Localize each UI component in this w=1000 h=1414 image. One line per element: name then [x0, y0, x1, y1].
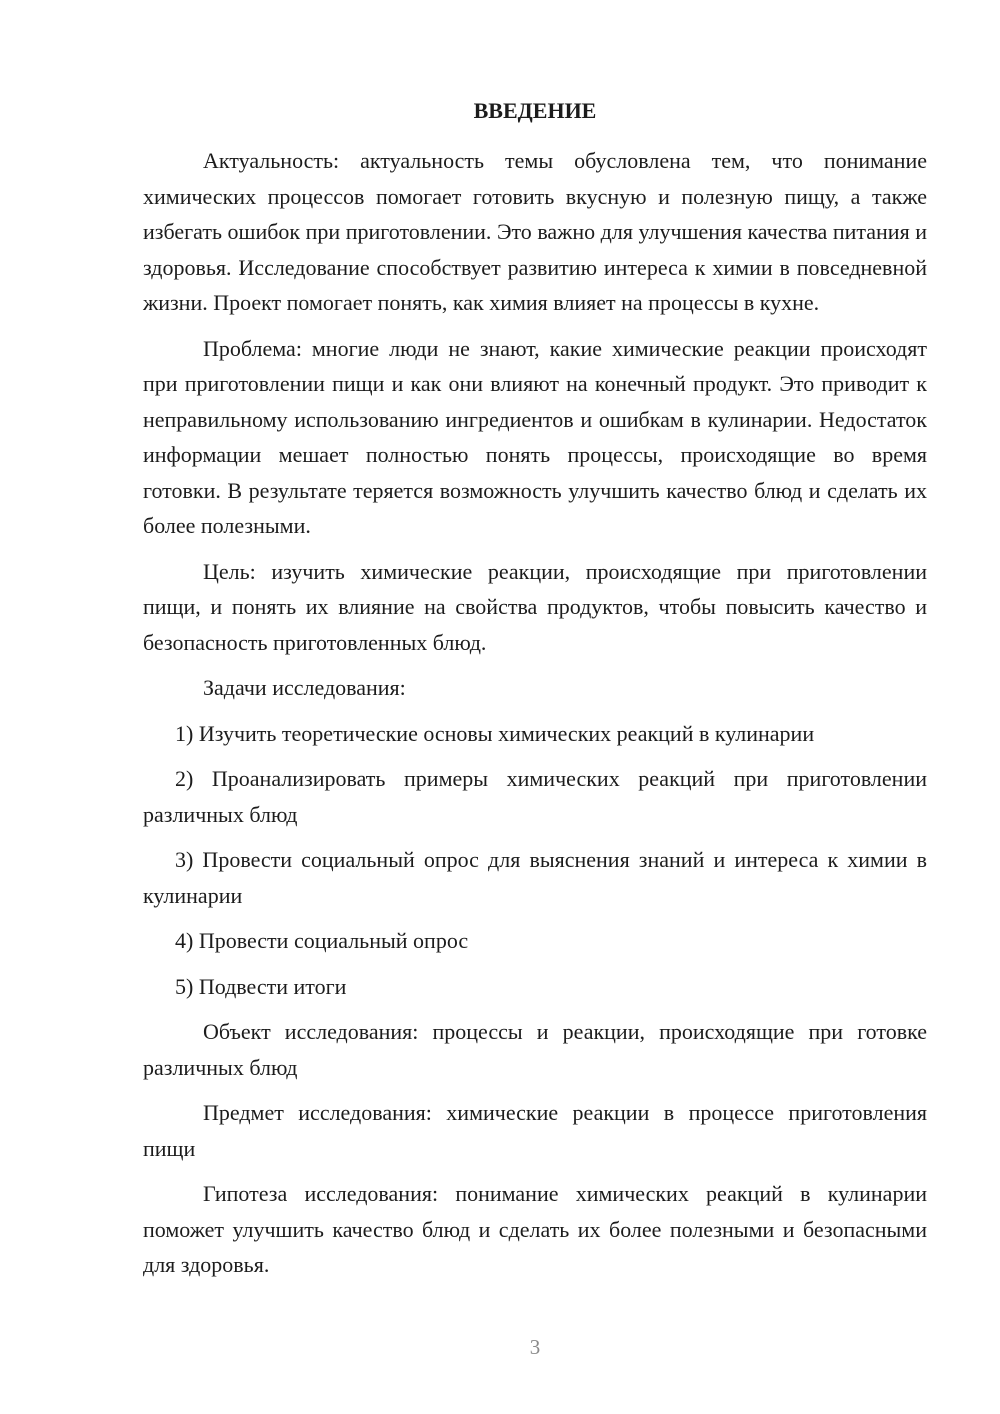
hypothesis-paragraph: Гипотеза исследования: понимание химических реакций в кулинарии поможет улучшить качество блюд и сделать их более полезными и безопасными для здоровья.	[143, 1181, 927, 1277]
document-body	[143, 143, 927, 1293]
task-item-2: 2) Проанализировать примеры химических реакций при приготовлении различных блюд	[143, 766, 927, 827]
problem-paragraph: Проблема: многие люди не знают, какие химические реакции происходят при приготовлении пищи и как они влияют на конечный продукт. Это приводит к неправильному использованию ингредиентов и ошибкам в кулинарии. Недостаток информации мешает полностью понять процессы, происходящие во время готовки. В результате теряется возможность улучшить качество блюд и сделать их более полезными.	[143, 335, 927, 538]
research-object-paragraph: Объект исследования: процессы и реакции, происходящие при готовке различных блюд	[143, 1019, 927, 1080]
task-item-3: 3) Провести социальный опрос для выяснения знаний и интереса к химии в кулинарии	[143, 847, 927, 908]
page-title: ВВЕДЕНИЕ	[473, 98, 597, 123]
task-item-1: 1) Изучить теоретические основы химических реакций в кулинарии	[175, 720, 815, 746]
research-subject-paragraph: Предмет исследования: химические реакции в процессе приготовления пищи	[143, 1100, 927, 1161]
relevance-paragraph: Актуальность: актуальность темы обусловлена тем, что понимание химических процессов помогает готовить вкусную и полезную пищу, а также избегать ошибок при приготовлении. Это важно для улучшения качества питания и здоровья. Исследование способствует развитию интереса к химии в повседневной жизни. Проект помогает понять, как химия влияет на процессы в кухне.	[143, 148, 927, 315]
goal-paragraph: Цель: изучить химические реакции, происходящие при приготовлении пищи, и понять их влияние на свойства продуктов, чтобы повысить качество и безопасность приготовленных блюд.	[143, 558, 927, 655]
page-number: 3	[529, 1335, 541, 1359]
tasks-heading: Задачи исследования:	[203, 675, 406, 700]
task-item-4: 4) Провести социальный опрос	[175, 928, 469, 953]
task-item-5: 5) Подвести итоги	[175, 973, 347, 999]
